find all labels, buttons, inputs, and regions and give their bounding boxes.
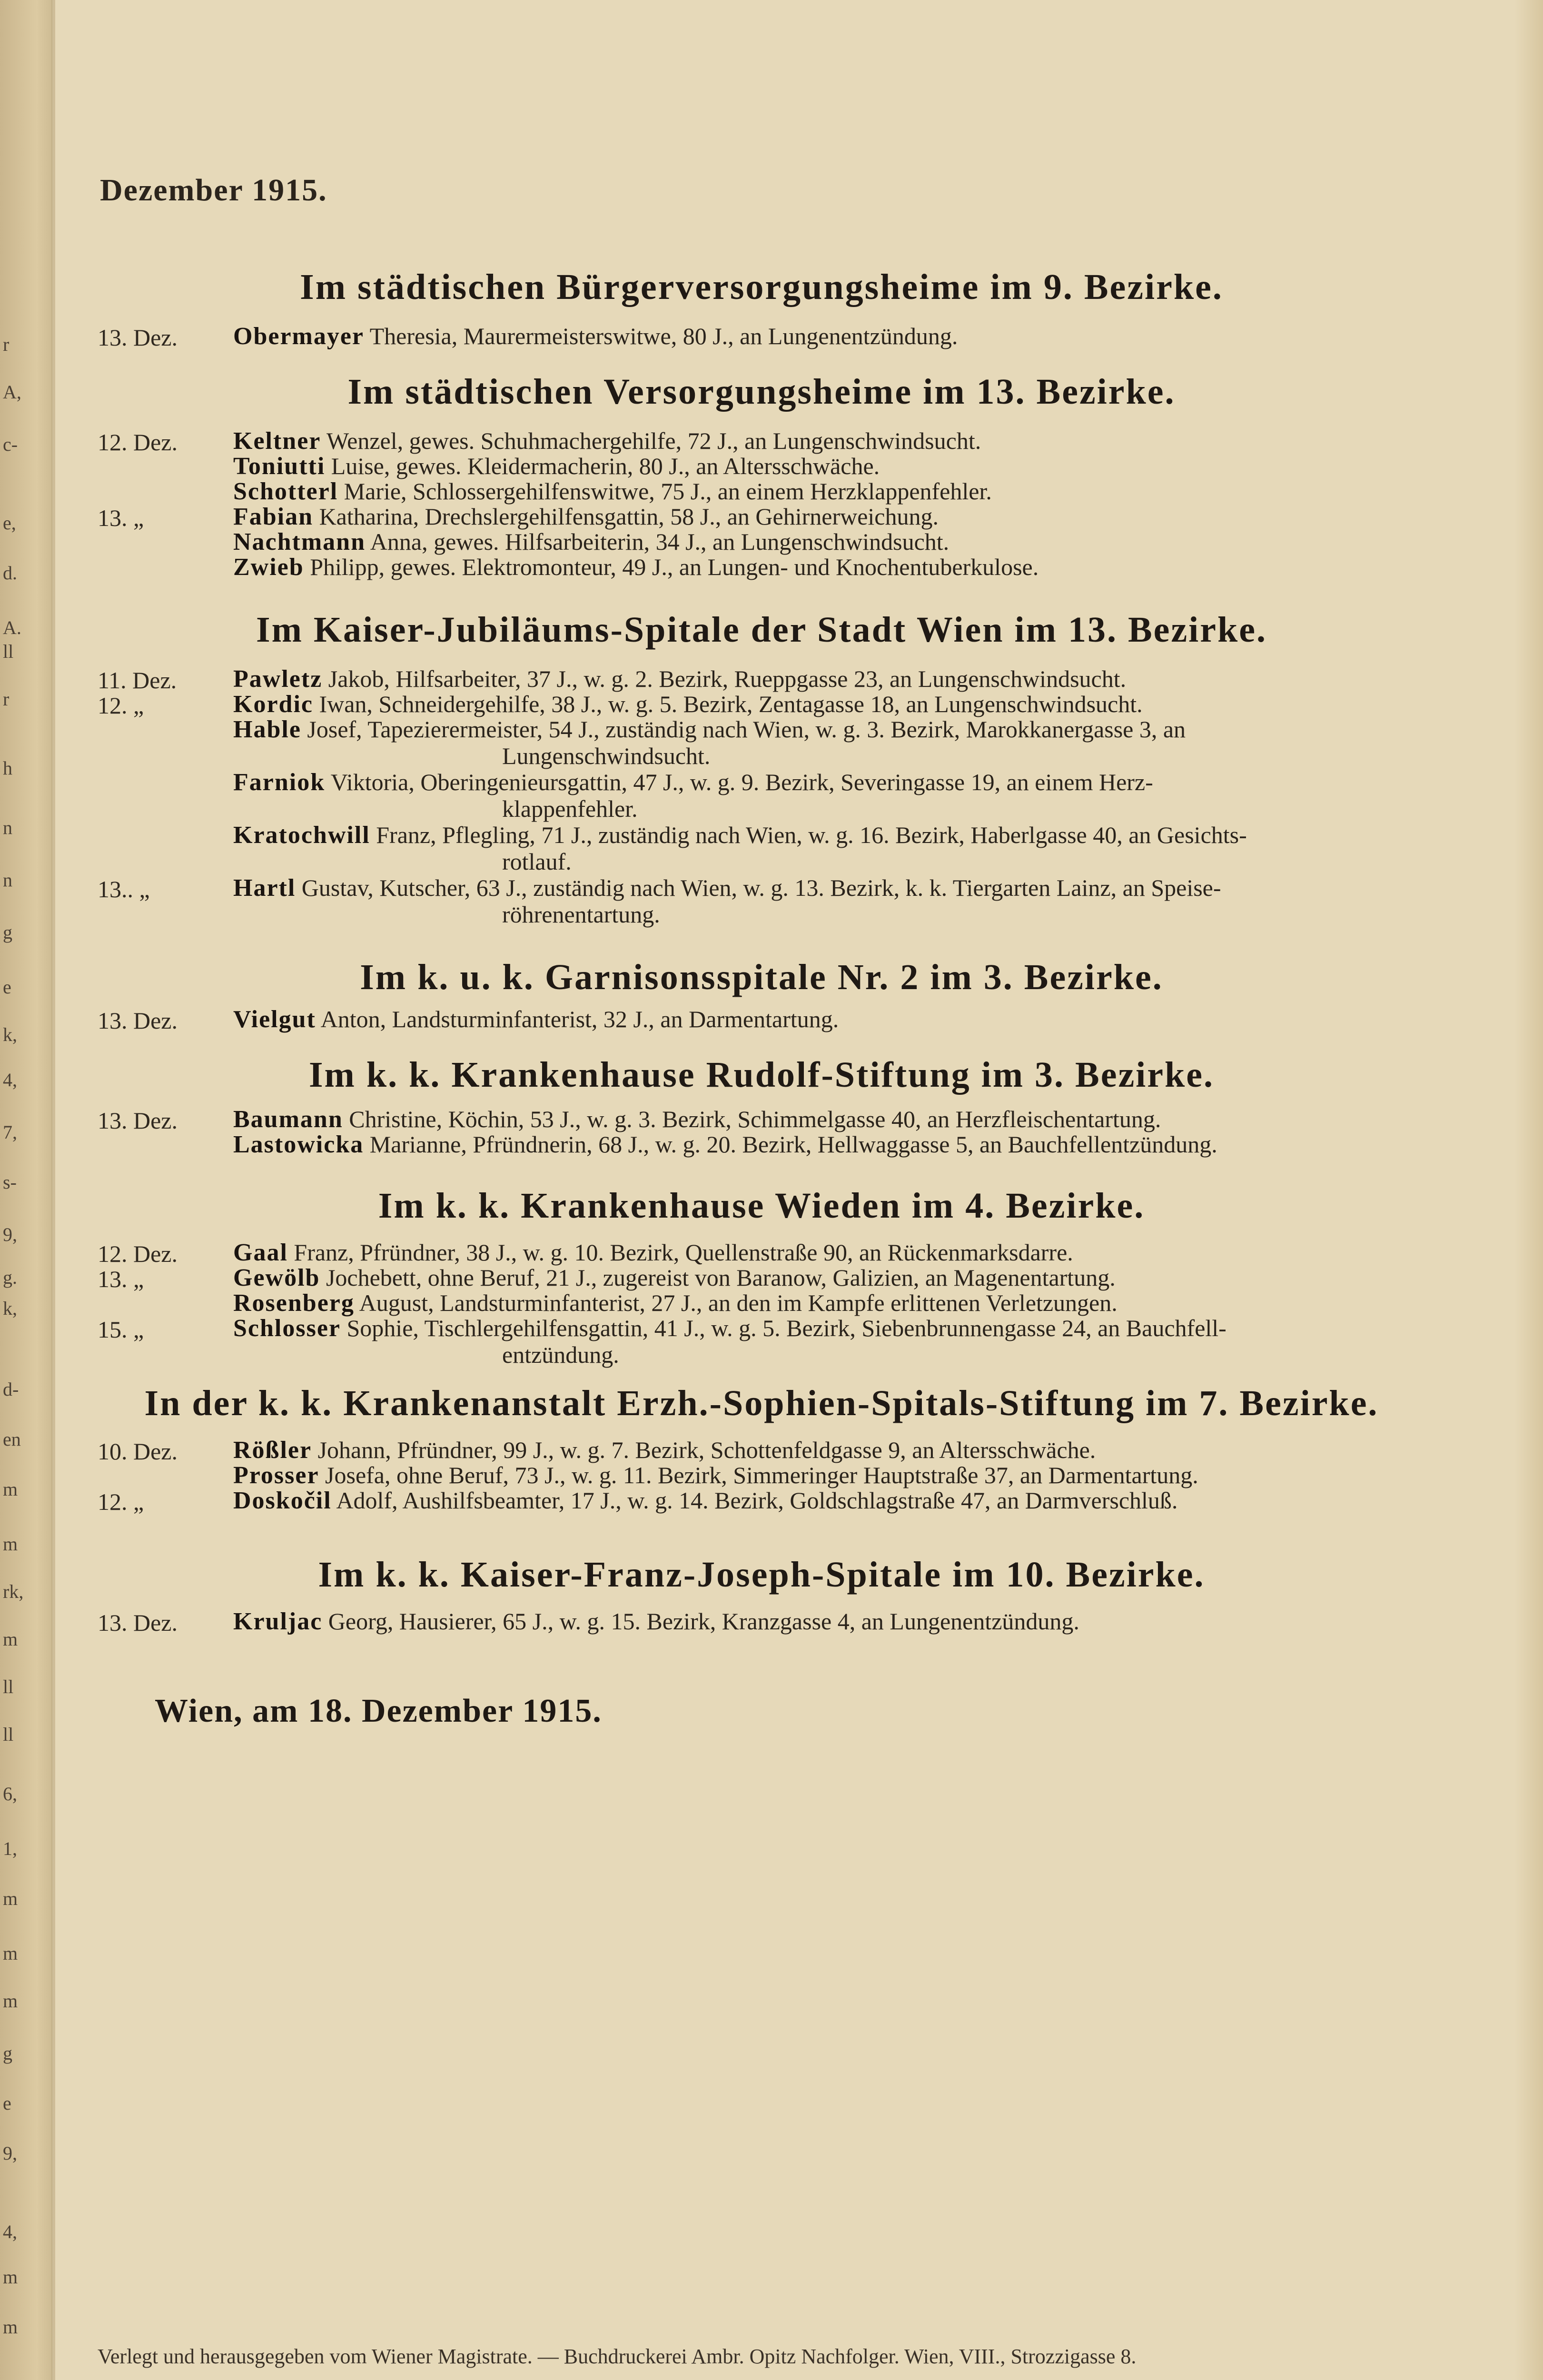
margin-fragment: A. xyxy=(3,617,21,638)
page-edge-shadow xyxy=(1514,0,1543,2380)
obituary-entry xyxy=(233,428,981,454)
entry-details: Viktoria, Oberingenieursgattin, 47 J., w. g. 9. Bezirk, Severingasse 19, an einem Herz- xyxy=(330,769,1153,795)
margin-fragment: m xyxy=(3,1990,18,2012)
entry-details: Wenzel, gewes. Schuhmachergehilfe, 72 J., an Lungenschwindsucht. xyxy=(326,427,981,454)
binding-shadow xyxy=(51,0,55,2380)
obituary-entry xyxy=(233,1290,1118,1316)
entry-date: 15. „ xyxy=(98,1316,144,1343)
section-heading: Im städtischen Versorgungsheime im 13. Bezirke. xyxy=(347,372,1176,412)
entry-details: Marianne, Pfründnerin, 68 J., w. g. 20. Bezirk, Hellwaggasse 5, an Bauchfellentzündung. xyxy=(369,1131,1217,1158)
obituary-entry xyxy=(233,1488,1177,1513)
obituary-entry xyxy=(233,1107,1161,1132)
margin-fragment: ll xyxy=(3,1724,14,1745)
obituary-entry xyxy=(233,555,1039,580)
section-heading: Im k. u. k. Garnisonsspitale Nr. 2 im 3. Bezirke. xyxy=(360,957,1163,997)
margin-fragment: 4, xyxy=(3,1069,17,1091)
margin-fragment: e, xyxy=(3,512,16,534)
entry-continuation: entzündung. xyxy=(502,1341,619,1368)
entry-details: Sophie, Tischlergehilfensgattin, 41 J., w. g. 5. Bezirk, Siebenbrunnengasse 24, an Bauchfell- xyxy=(346,1315,1226,1341)
deceased-surname: Nachtmann xyxy=(233,528,366,555)
deceased-surname: Gewölb xyxy=(233,1264,320,1291)
obituary-entry xyxy=(233,717,1186,742)
entry-details: Iwan, Schneidergehilfe, 38 J., w. g. 5. Bezirk, Zentagasse 18, an Lungenschwindsucht. xyxy=(319,691,1143,717)
section-heading: Im k. k. Krankenhause Wieden im 4. Bezirke. xyxy=(378,1186,1145,1226)
margin-fragment: e xyxy=(3,976,11,998)
entry-date: 13. Dez. xyxy=(98,1609,178,1636)
margin-fragment: m xyxy=(3,1943,18,1964)
section-heading: Im k. k. Kaiser-Franz-Joseph-Spitale im 10. Bezirke. xyxy=(318,1555,1205,1595)
obituary-entry xyxy=(233,1609,1079,1634)
margin-fragment: e xyxy=(3,2092,11,2114)
entry-details: Franz, Pfründner, 38 J., w. g. 10. Bezirk, Quellenstraße 90, an Rückenmarksdarre. xyxy=(294,1239,1073,1266)
obituary-entry xyxy=(233,875,1221,901)
margin-fragment: en xyxy=(3,1428,21,1450)
deceased-surname: Prosser xyxy=(233,1462,319,1489)
margin-fragment: c- xyxy=(3,434,18,455)
month-heading: Dezember 1915. xyxy=(100,173,327,208)
deceased-surname: Schotterl xyxy=(233,478,338,505)
margin-fragment: g xyxy=(3,2043,12,2064)
entry-details: Katharina, Drechslergehilfensgattin, 58 J., an Gehirnerweichung. xyxy=(319,503,939,530)
entry-continuation: Lungenschwindsucht. xyxy=(502,743,711,769)
deceased-surname: Kruljac xyxy=(233,1608,323,1635)
entry-details: Christine, Köchin, 53 J., w. g. 3. Bezirk, Schimmelgasse 40, an Herzfleischentartung. xyxy=(349,1106,1161,1132)
deceased-surname: Obermayer xyxy=(233,323,365,350)
obituary-entry xyxy=(233,1265,1116,1290)
entry-details: Theresia, Maurermeisterswitwe, 80 J., an Lungenentzündung. xyxy=(369,323,958,349)
entry-date: 12. Dez. xyxy=(98,429,178,456)
margin-fragment: A, xyxy=(3,381,21,403)
margin-fragment: r xyxy=(3,688,10,710)
entry-date: 13. „ xyxy=(98,1266,144,1292)
section-heading: Im Kaiser-Jubiläums-Spitale der Stadt Wien im 13. Bezirke. xyxy=(256,610,1267,650)
entry-details: Johann, Pfründner, 99 J., w. g. 7. Bezirk, Schottenfeldgasse 9, an Altersschwäche. xyxy=(317,1437,1096,1463)
entry-details: Franz, Pflegling, 71 J., zuständig nach Wien, w. g. 16. Bezirk, Haberlgasse 40, an Gesichts- xyxy=(376,822,1247,848)
entry-date: 12. „ xyxy=(98,1488,144,1515)
entry-details: August, Landsturminfanterist, 27 J., an den im Kampfe erlittenen Verletzungen. xyxy=(359,1289,1118,1316)
obituary-entry xyxy=(233,823,1247,848)
entry-details: Georg, Hausierer, 65 J., w. g. 15. Bezirk, Kranzgasse 4, an Lungenentzündung. xyxy=(328,1608,1079,1635)
entry-date: 13. Dez. xyxy=(98,324,178,351)
margin-fragment: ll xyxy=(3,1676,14,1697)
margin-fragment: m xyxy=(3,1888,18,1909)
entry-continuation: klappenfehler. xyxy=(502,795,638,822)
publisher-footer: Verlegt und herausgegeben vom Wiener Magistrate. — Buchdruckerei Ambr. Opitz Nachfolger. Wien, VIII., Strozzigasse 8. xyxy=(98,2345,1137,2368)
deceased-surname: Pawletz xyxy=(233,665,323,693)
margin-fragment: d- xyxy=(3,1378,19,1400)
deceased-surname: Keltner xyxy=(233,427,321,455)
margin-fragment: 7, xyxy=(3,1121,17,1143)
deceased-surname: Baumann xyxy=(233,1106,343,1133)
entry-date: 13.. „ xyxy=(98,876,150,902)
deceased-surname: Kordic xyxy=(233,691,313,718)
entry-date: 13. „ xyxy=(98,505,144,531)
margin-fragment: 9, xyxy=(3,2142,17,2164)
entry-date: 12. „ xyxy=(98,692,144,719)
obituary-entry xyxy=(233,666,1126,692)
closing-line: Wien, am 18. Dezember 1915. xyxy=(155,1693,602,1729)
margin-fragment: m xyxy=(3,1628,18,1650)
deceased-surname: Farniok xyxy=(233,769,326,796)
deceased-surname: Rößler xyxy=(233,1437,312,1464)
deceased-surname: Rosenberg xyxy=(233,1289,355,1317)
entry-date: 12. Dez. xyxy=(98,1240,178,1267)
entry-date: 11. Dez. xyxy=(98,667,177,694)
entry-details: Jochebett, ohne Beruf, 21 J., zugereist von Baranow, Galizien, an Magenentartung. xyxy=(326,1264,1116,1291)
margin-fragment: 4, xyxy=(3,2221,17,2242)
margin-fragment: m xyxy=(3,2316,18,2338)
obituary-entry xyxy=(233,1316,1226,1341)
entry-date: 10. Dez. xyxy=(98,1438,178,1465)
entry-details: Anna, gewes. Hilfsarbeiterin, 34 J., an Lungenschwindsucht. xyxy=(370,528,950,555)
margin-fragment: 6, xyxy=(3,1783,17,1805)
entry-continuation: röhrenentartung. xyxy=(502,901,660,928)
margin-fragment: k, xyxy=(3,1024,17,1045)
obituary-entry xyxy=(233,454,880,479)
entry-details: Marie, Schlossergehilfenswitwe, 75 J., an einem Herzklappenfehler. xyxy=(344,478,992,505)
obituary-entry xyxy=(233,770,1153,795)
entry-details: Anton, Landsturminfanterist, 32 J., an Darmentartung. xyxy=(320,1006,839,1032)
deceased-surname: Hartl xyxy=(233,874,296,902)
section-heading: Im städtischen Bürgerversorgungsheime im 9. Bezirke. xyxy=(300,267,1223,307)
entry-details: Gustav, Kutscher, 63 J., zuständig nach Wien, w. g. 13. Bezirk, k. k. Tiergarten Lainz, an Speise- xyxy=(301,874,1221,901)
obituary-entry xyxy=(233,479,992,504)
obituary-entry xyxy=(233,1007,839,1032)
entry-date: 13. Dez. xyxy=(98,1107,178,1134)
margin-fragment: m xyxy=(3,1533,18,1555)
deceased-surname: Gaal xyxy=(233,1239,288,1266)
margin-fragment: rk, xyxy=(3,1581,24,1602)
obituary-entry xyxy=(233,1132,1217,1157)
deceased-surname: Zwieb xyxy=(233,554,304,581)
entry-details: Jakob, Hilfsarbeiter, 37 J., w. g. 2. Bezirk, Rueppgasse 23, an Lungenschwindsucht. xyxy=(328,665,1127,692)
margin-fragment: d. xyxy=(3,562,17,584)
entry-continuation: rotlauf. xyxy=(502,848,572,875)
entry-details: Adolf, Aushilfsbeamter, 17 J., w. g. 14. Bezirk, Goldschlagstraße 47, an Darmverschluß. xyxy=(336,1487,1178,1514)
entry-details: Josef, Tapezierermeister, 54 J., zuständig nach Wien, w. g. 3. Bezirk, Marokkanergasse 3, an xyxy=(307,716,1186,743)
margin-fragment: s- xyxy=(3,1171,17,1193)
deceased-surname: Lastowicka xyxy=(233,1131,364,1158)
obituary-entry xyxy=(233,504,939,529)
margin-fragment: k, xyxy=(3,1298,17,1319)
deceased-surname: Doskočil xyxy=(233,1487,332,1514)
obituary-entry xyxy=(233,529,949,555)
section-heading: Im k. k. Krankenhause Rudolf-Stiftung im 3. Bezirke. xyxy=(308,1055,1215,1095)
obituary-entry xyxy=(233,1463,1198,1488)
entry-details: Luise, gewes. Kleidermacherin, 80 J., an Altersschwäche. xyxy=(331,453,880,479)
entry-date: 13. Dez. xyxy=(98,1007,178,1034)
obituary-entry xyxy=(233,692,1143,717)
margin-fragment: m xyxy=(3,1478,18,1500)
deceased-surname: Schlosser xyxy=(233,1315,341,1342)
deceased-surname: Toniutti xyxy=(233,453,326,480)
margin-fragment: ll xyxy=(3,641,14,662)
entry-details: Josefa, ohne Beruf, 73 J., w. g. 11. Bezirk, Simmeringer Hauptstraße 37, an Darmentartung. xyxy=(325,1462,1198,1488)
obituary-entry xyxy=(233,1240,1073,1265)
obituary-entry xyxy=(233,324,958,349)
obituary-entry xyxy=(233,1438,1096,1463)
deceased-surname: Fabian xyxy=(233,503,314,530)
margin-fragment: 9, xyxy=(3,1224,17,1245)
margin-fragment: g. xyxy=(3,1267,17,1288)
margin-fragment: r xyxy=(3,334,10,355)
margin-fragment: g xyxy=(3,922,12,943)
deceased-surname: Hable xyxy=(233,716,301,743)
deceased-surname: Kratochwill xyxy=(233,822,370,849)
margin-fragment: n xyxy=(3,817,12,838)
margin-fragment: m xyxy=(3,2266,18,2288)
entry-details: Philipp, gewes. Elektromonteur, 49 J., an Lungen- und Knochentuberkulose. xyxy=(310,554,1039,580)
margin-fragment: h xyxy=(3,757,12,779)
margin-fragment: 1, xyxy=(3,1838,17,1859)
margin-fragment: n xyxy=(3,869,12,891)
deceased-surname: Vielgut xyxy=(233,1006,316,1033)
section-heading: In der k. k. Krankenanstalt Erzh.-Sophien-Spitals-Stiftung im 7. Bezirke. xyxy=(144,1383,1379,1423)
